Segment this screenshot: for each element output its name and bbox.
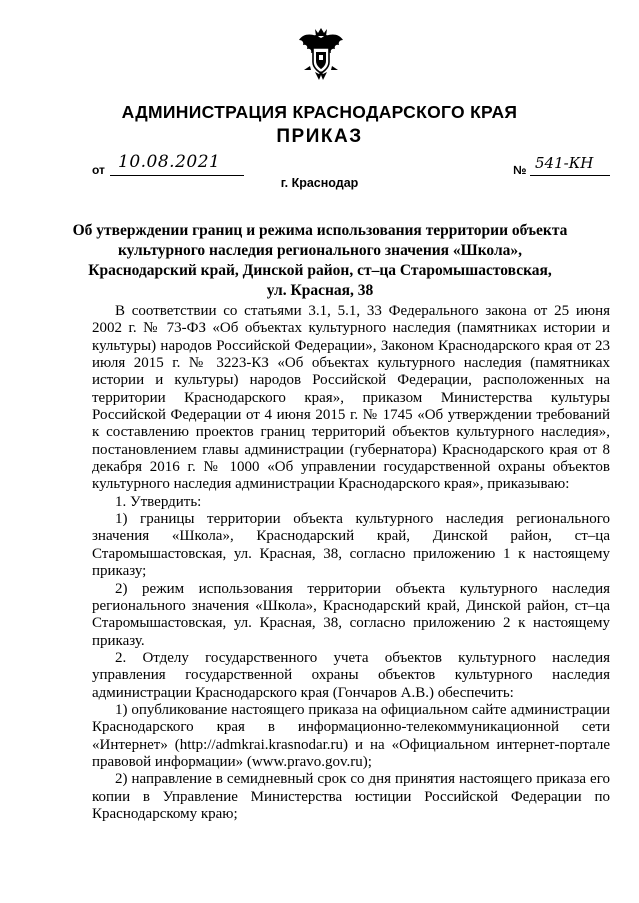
city-name: г. Краснодар [280, 176, 359, 190]
clause-1: 1. Утвердить: [115, 493, 202, 510]
title-line: Об утверждении границ и режима использования территории объекта [72, 222, 568, 239]
coat-of-arms-icon [296, 26, 346, 84]
document-title [70, 221, 570, 301]
date-label: от [92, 163, 105, 177]
date-value: 10.08.2021 [118, 152, 221, 172]
number-label: № [513, 163, 527, 177]
title-line: ул. Красная, 38 [266, 282, 374, 299]
organization-name: АДМИНИСТРАЦИЯ КРАСНОДАРСКОГО КРАЯ [121, 102, 518, 122]
preamble-paragraph: В соответствии со статьями 3.1, 5.1, 33 Федерального закона от 25 июня 2002 г. № 73-ФЗ «Об объектах культурного наследия (памятниках истории и культуры) народов Российской Федерации», Законом Краснодарского края от 23 июля 2015 г. № 3223-КЗ «Об объектах культурного наследия (памятниках истории и культуры) народов Российской Федерации, расположенных на территории Краснодарского края», приказом Министерства культуры Российской Федерации от 4 июня 2015 г. № 1745 «Об утверждении требований к составлению проектов границ территорий объектов культурного наследия», постановлением главы администрации (губернатора) Краснодарского края от 8 декабря 2016 г. № 1000 «Об управлении государственной охраны объектов культурного наследия администрации Краснодарского края», приказываю: [92, 303, 610, 493]
clause-2: 2. Отделу государственного учета объектов культурного наследия управления государственной охраны объектов культурного наследия администрации Краснодарского края (Гончаров А.В.) обеспечить: [92, 649, 610, 701]
clause-2-2: 2) направление в семидневный срок со дня принятия настоящего приказа его копии в Управление Министерства юстиции Российской Федерации по Краснодарскому краю; [92, 771, 610, 822]
clause-1-1: 1) границы территории объекта культурного наследия регионального значения «Школа», Краснодарский край, Динской район, ст–ца Старомышастовская, ул. Красная, 38, согласно приложению 1 к настоящему приказу; [92, 511, 610, 580]
document-type: ПРИКАЗ [276, 126, 363, 147]
title-line: культурного наследия регионального значения «Школа», [117, 242, 523, 259]
title-line: Краснодарский край, Динской район, ст–ца Старомышастовская, [88, 262, 552, 279]
number-value: 541-КН [535, 154, 594, 172]
clause-2-1: 1) опубликование настоящего приказа на официальном сайте администрации Краснодарского края в информационно-телекоммуникационной сети «Интернет» (http://admkrai.krasnodar.ru) и на «Официальном интернет-портале правовой информации» (www.pravo.gov.ru); [92, 701, 610, 770]
clause-1-2: 2) режим использования территории объекта культурного наследия регионального значения «Школа», Краснодарский край, Динской район, ст–ца Старомышастовская, ул. Красная, 38, согласно приложению 2 к настоящему приказу. [92, 580, 610, 649]
document-body [92, 303, 610, 823]
